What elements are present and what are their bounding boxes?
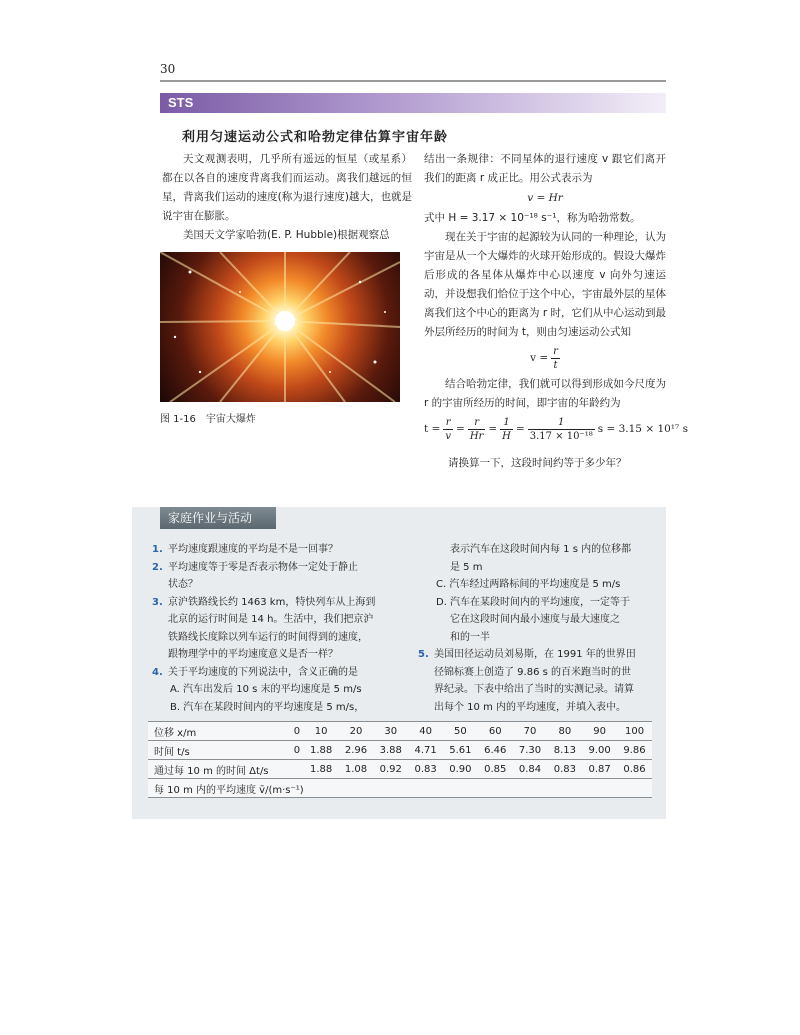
option-d: D. 汽车在某段时间内的平均速度，一定等于 — [436, 596, 631, 608]
question-number: 2. — [152, 561, 163, 573]
universe-age-formula — [424, 416, 688, 443]
option-d-continued: 和的一半 — [450, 631, 490, 643]
table-cell: 30 — [373, 722, 408, 741]
row-label: 每 10 m 内的平均速度 v̄/(m·s⁻¹) — [148, 779, 652, 798]
table-cell: 70 — [513, 722, 548, 741]
table-cell: 0.87 — [582, 760, 617, 779]
table-cell: 7.30 — [513, 741, 548, 760]
fraction-numerator: 1 — [528, 416, 595, 430]
homework-left-column — [152, 541, 420, 716]
question-3 — [152, 594, 420, 612]
fraction-numerator: r — [468, 416, 486, 430]
question-text: 京沪铁路线长约 1463 km，特快列车从上海到 — [168, 596, 376, 608]
fraction-denominator: v — [445, 431, 452, 442]
table-cell: 1.88 — [304, 741, 339, 760]
option-c: C. 汽车经过两路标间的平均速度是 5 m/s — [436, 579, 621, 590]
fraction-numerator: 1 — [500, 416, 513, 430]
table-cell: 8.13 — [547, 741, 582, 760]
page-number: 30 — [160, 62, 176, 76]
fraction-one-over-hubble-value — [528, 416, 595, 443]
hubble-law-formula: v = Hr — [527, 192, 563, 204]
fraction-r-over-hr — [468, 416, 486, 443]
table-cell: 0 — [290, 722, 304, 741]
table-cell: 90 — [582, 722, 617, 741]
hubble-constant-text: 式中 H = 3.17 × 10⁻¹⁸ s⁻¹，称为哈勃常数。 — [424, 212, 641, 224]
question-text: 北京的运行时间是 14 h。生活中，我们把京沪 — [168, 614, 374, 625]
table-cell: 0 — [290, 741, 304, 760]
question-text: 平均速度等于零是否表示物体一定处于静止 — [168, 561, 358, 573]
equals-sign: = — [488, 423, 498, 435]
option-b: B. 汽车在某段时间内的平均速度是 5 m/s， — [170, 701, 365, 713]
table-cell: 9.00 — [582, 741, 617, 760]
figure-caption: 图 1-16 宇宙大爆炸 — [160, 414, 256, 425]
question-number: 5. — [418, 649, 429, 660]
uniform-motion-formula — [424, 345, 666, 372]
sts-title: 利用匀速运动公式和哈勃定律估算宇宙年龄 — [182, 130, 449, 145]
conversion-question: 请换算一下，这段时间约等于多少年？ — [448, 457, 627, 469]
big-bang-image — [160, 252, 400, 402]
equals-sign: = — [515, 423, 525, 435]
big-bang-rays — [160, 252, 400, 402]
law-paragraph: 结出一条规律：不同星体的退行速度 v 跟它们离开我们的距离 r 成正比。用公式表示为 — [424, 153, 666, 184]
fraction-denominator: 3.17 × 10⁻¹⁸ — [529, 431, 593, 442]
question-text: 美国田径运动员刘易斯，在 1991 年的世界田 — [434, 649, 636, 660]
table-cell: 0.92 — [373, 760, 408, 779]
equals-sign: = — [456, 423, 465, 435]
table-cell: 80 — [547, 722, 582, 741]
option-a: A. 汽车出发后 10 s 末的平均速度是 5 m/s — [170, 684, 362, 695]
row-label: 位移 x/m — [148, 722, 290, 741]
formula-result: s = 3.15 × 10¹⁷ s — [597, 423, 688, 435]
formula-t: t = — [424, 423, 441, 435]
question-number: 3. — [152, 596, 163, 608]
table-cell: 9.86 — [617, 741, 652, 760]
question-text: 界纪录。下表中给出了当时的实测记录。请算 — [434, 684, 634, 695]
fraction-one-over-h — [500, 416, 513, 443]
question-text: 关于平均速度的下列说法中，含义正确的是 — [168, 666, 358, 678]
formula-lhs: v = — [530, 352, 549, 364]
option-d-continued: 它在这段时间内最小速度与最大速度之 — [450, 614, 620, 625]
right-column — [424, 150, 688, 443]
table-row-displacement — [148, 722, 652, 741]
question-4 — [152, 664, 420, 682]
table-cell: 0.90 — [443, 760, 478, 779]
table-cell: 1.08 — [339, 760, 374, 779]
fraction-r-over-t — [551, 345, 560, 372]
question-number: 1. — [152, 544, 163, 555]
table-cell: 4.71 — [408, 741, 443, 760]
table-cell: 100 — [617, 722, 652, 741]
homework-right-column — [418, 541, 658, 716]
table-cell: 10 — [304, 722, 339, 741]
table-cell: 0.86 — [617, 760, 652, 779]
table-cell: 3.88 — [373, 741, 408, 760]
question-2 — [152, 559, 420, 577]
table-cell: 2.96 — [339, 741, 374, 760]
table-cell: 0.84 — [513, 760, 548, 779]
homework-section — [132, 507, 666, 819]
question-text: 出每个 10 m 内的平均速度，并填入表中。 — [434, 701, 627, 713]
table-cell: 0.85 — [478, 760, 513, 779]
row-label: 通过每 10 m 的时间 Δt/s — [148, 760, 290, 779]
option-b-continued: 表示汽车在这段时间内每 1 s 内的位移都 — [450, 544, 632, 555]
question-5 — [418, 646, 658, 664]
sts-label: STS — [168, 95, 194, 110]
left-column — [162, 150, 412, 245]
fraction-r-over-v — [443, 416, 453, 443]
question-text: 状态？ — [168, 579, 198, 590]
sprint-data-table — [148, 721, 652, 798]
table-row-average-speed — [148, 779, 652, 798]
question-text: 铁路线长度除以列车运行的时间得到的速度， — [168, 631, 368, 643]
fraction-numerator: r — [553, 346, 558, 357]
fraction-denominator: H — [502, 431, 511, 442]
table-cell: 60 — [478, 722, 513, 741]
question-number: 4. — [152, 666, 163, 678]
homework-tab: 家庭作业与活动 — [160, 507, 276, 529]
table-cell: 0.83 — [547, 760, 582, 779]
table-cell: 40 — [408, 722, 443, 741]
row-label: 时间 t/s — [148, 741, 290, 760]
table-cell: 6.46 — [478, 741, 513, 760]
table-cell: 20 — [339, 722, 374, 741]
theory-paragraph: 现在关于宇宙的起源较为认同的一种理论，认为宇宙是从一个大爆炸的火球开始形成的。假设大爆炸后形成的各星体从爆炸中心以速度 v 向外匀速运动，并设想我们恰位于这个中心，宇宙最外层的星体离我们这个中心的距离为 r 时，它们从中心运动到最外层所经历的时间为 t，则由匀速运动公式知 — [424, 231, 666, 338]
table-row-interval — [148, 760, 652, 779]
sts-banner — [160, 93, 666, 113]
question-text: 径锦标赛上创造了 9.86 s 的百米跑当时的世 — [434, 666, 632, 678]
question-text: 跟物理学中的平均速度意义是否一样？ — [168, 649, 338, 660]
question-text: 平均速度跟速度的平均是不是一回事？ — [168, 544, 338, 555]
option-b-continued: 是 5 m — [450, 561, 483, 573]
table-cell: 0.83 — [408, 760, 443, 779]
table-cell: 50 — [443, 722, 478, 741]
table-cell — [290, 760, 304, 779]
top-rule — [160, 80, 666, 82]
fraction-denominator: t — [553, 360, 558, 371]
hubble-paragraph: 美国天文学家哈勃(E. P. Hubble)根据观察总 — [183, 229, 390, 241]
table-cell: 5.61 — [443, 741, 478, 760]
table-cell: 1.88 — [304, 760, 339, 779]
fraction-denominator: Hr — [469, 431, 484, 442]
table-row-time — [148, 741, 652, 760]
fraction-numerator: r — [443, 416, 453, 430]
intro-paragraph: 天文观测表明，几乎所有遥远的恒星（或星系）都在以各自的速度背离我们而运动。离我们越远的恒星，背离我们运动的速度(称为退行速度)越大，也就是说宇宙在膨胀。 — [162, 153, 412, 222]
age-paragraph: 结合哈勃定律，我们就可以得到形成如今尺度为 r 的宇宙所经历的时间，即宇宙的年龄约为 — [424, 378, 666, 409]
question-1 — [152, 541, 420, 559]
